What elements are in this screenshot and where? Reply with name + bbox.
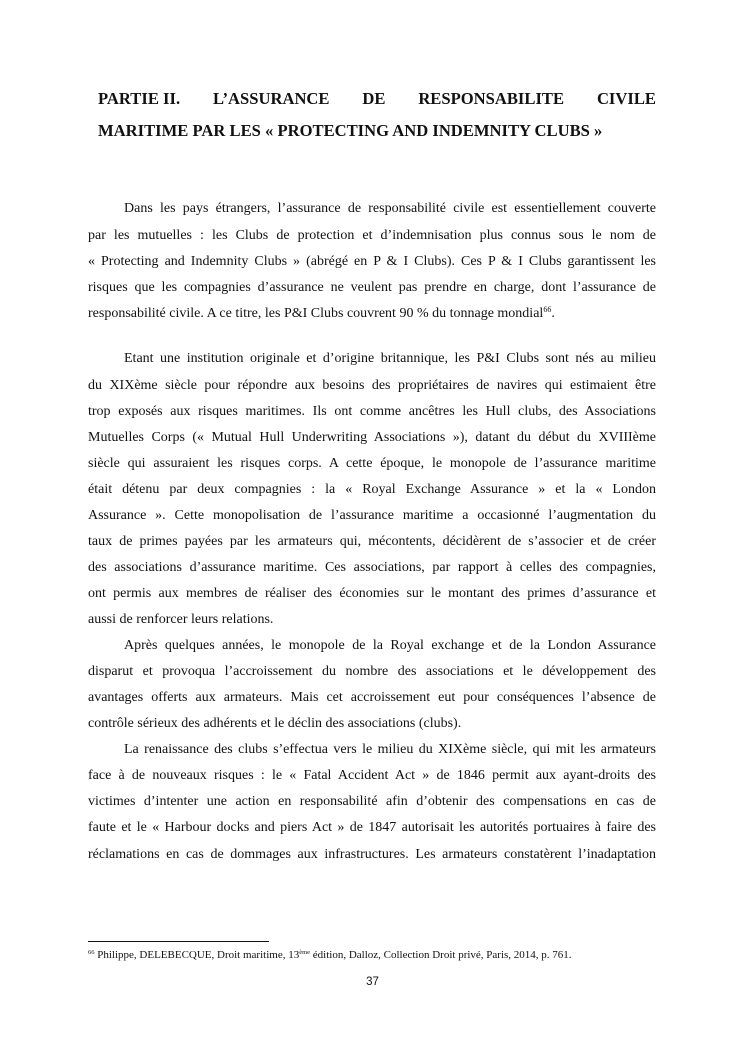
footnote-number: 66 bbox=[88, 949, 95, 956]
paragraph-4-line: réclamations en cas de dommages aux infrastructures. Les armateurs constatèrent l’inadaptation bbox=[88, 847, 656, 862]
paragraph-2-line: du XIXème siècle pour répondre aux besoins des propriétaires de navires qui estimaient être bbox=[88, 378, 656, 393]
paragraph-1-last-line bbox=[88, 305, 656, 323]
paragraph-3-line: avantages offerts aux armateurs. Mais cet accroissement eut pour conséquences l’absence de bbox=[88, 690, 656, 705]
paragraph-3-line: disparut et provoqua l’accroissement du nombre des associations et le développement des bbox=[88, 664, 656, 679]
paragraph-1-line: Dans les pays étrangers, l’assurance de responsabilité civile est essentiellement couverte bbox=[124, 201, 656, 216]
paragraph-2-line: Assurance ». Cette monopolisation de l’assurance maritime a occasionné l’augmentation du bbox=[88, 508, 656, 523]
paragraph-2-line: trop exposés aux risques maritimes. Ils ont comme ancêtres les Hull clubs, des Associations bbox=[88, 404, 656, 419]
paragraph-2-line: aussi de renforcer leurs relations. bbox=[88, 612, 274, 627]
paragraph-2-line: siècle qui assuraient les risques corps. A cette époque, le monopole de l’assurance maritime bbox=[88, 456, 656, 471]
footnote-reference: 66 bbox=[543, 305, 552, 314]
paragraph-2-line: était détenu par deux compagnies : la « Royal Exchange Assurance » et la « London bbox=[88, 482, 656, 497]
paragraph-4-line: faute et le « Harbour docks and piers Act » de 1847 autorisait les autorités portuaires à faire des bbox=[88, 820, 656, 835]
paragraph-1-line: « Protecting and Indemnity Clubs » (abrégé en P & I Clubs). Ces P & I Clubs garantissent les bbox=[88, 254, 656, 269]
paragraph-2-line: ont permis aux membres de réaliser des économies sur le montant des primes d’assurance et bbox=[88, 586, 656, 601]
heading-word: RESPONSABILITE bbox=[418, 89, 565, 108]
heading-word: L’ASSURANCE bbox=[212, 89, 330, 108]
part-heading-line-1 bbox=[98, 89, 656, 109]
heading-word: PARTIE II. bbox=[98, 89, 181, 108]
sentence-end: . bbox=[551, 306, 555, 321]
paragraph-3-line: contrôle sérieux des adhérents et le déclin des associations (clubs). bbox=[88, 716, 462, 731]
page-number: 37 bbox=[366, 976, 379, 988]
heading-word: CIVILE bbox=[596, 89, 656, 108]
footnote bbox=[88, 948, 572, 962]
paragraph-2-line: Mutuelles Corps (« Mutual Hull Underwriting Associations »), datant du début du XVIIIème bbox=[88, 430, 656, 445]
paragraph-2-line: taux de primes payées par les armateurs qui, mécontents, décidèrent de s’associer et de créer bbox=[88, 534, 656, 549]
part-heading-line-2: MARITIME PAR LES « PROTECTING AND INDEMNITY CLUBS » bbox=[98, 121, 603, 140]
footnote-text: édition, Dalloz, Collection Droit privé, Paris, 2014, p. 761. bbox=[310, 949, 572, 961]
paragraph-4-line: victimes d’intenter une action en responsabilité afin d’obtenir des compensations en cas de bbox=[88, 794, 656, 809]
paragraph-1-line-text: responsabilité civile. A ce titre, les P&I Clubs couvrent 90 % du tonnage mondial bbox=[88, 306, 544, 321]
paragraph-1-line: par les mutuelles : les Clubs de protection et d’indemnisation plus connus sous le nom de bbox=[88, 228, 656, 243]
paragraph-3-line: Après quelques années, le monopole de la Royal exchange et de la London Assurance bbox=[124, 638, 656, 653]
footnote-text: Philippe, DELEBECQUE, Droit maritime, 13 bbox=[94, 949, 300, 961]
paragraph-2-line: Etant une institution originale et d’origine britannique, les P&I Clubs sont nés au milieu bbox=[124, 351, 656, 366]
paragraph-4-line: La renaissance des clubs s’effectua vers le milieu du XIXème siècle, qui mit les armateurs bbox=[124, 742, 656, 757]
paragraph-1-line: risques que les compagnies d’assurance ne veulent pas prendre en charge, dont l’assurance de bbox=[88, 280, 656, 295]
footnote-separator bbox=[88, 941, 269, 942]
paragraph-4-line: face à de nouveaux risques : le « Fatal Accident Act » de 1846 permit aux ayant-droits des bbox=[88, 768, 656, 783]
footnote-superscript: ème bbox=[299, 949, 311, 956]
paragraph-2-line: des associations d’assurance maritime. Ces associations, par rapport à celles des compagnies, bbox=[88, 560, 656, 575]
heading-word: DE bbox=[362, 89, 386, 108]
